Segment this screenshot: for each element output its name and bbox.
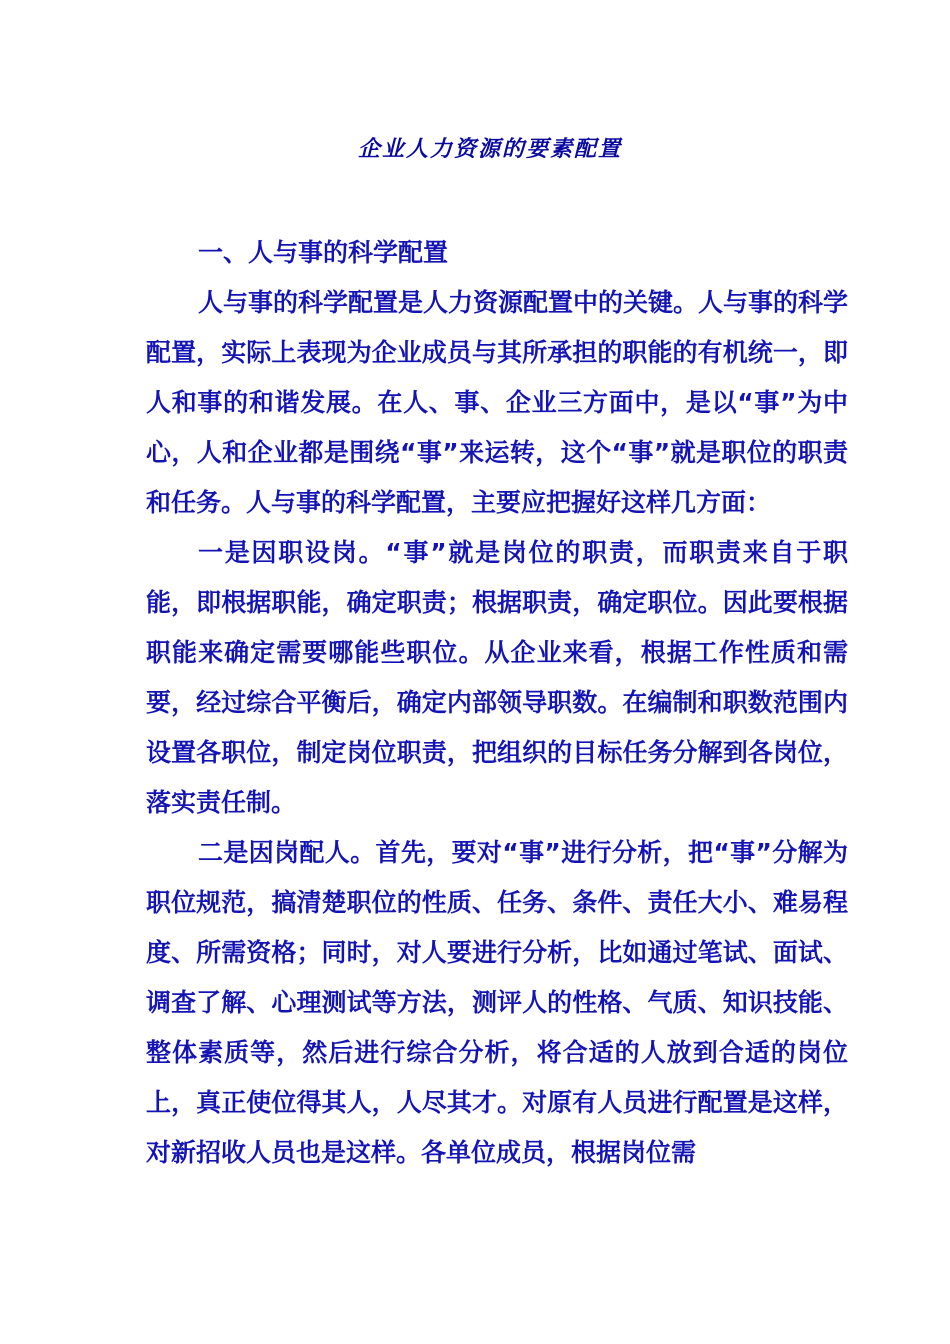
paragraph: 一是因职设岗。“事”就是岗位的职责，而职责来自于职能，即根据职能，确定职责；根据职责，确定职位。因此要根据职能来确定需要哪能些职位。从企业来看，根据工作性质和需要，经过综合平衡后，确定内部领导职数。在编制和职数范围内设置各职位，制定岗位职责，把组织的目标任务分解到各岗位，落实责任制。 bbox=[146, 538, 848, 817]
section-heading: 一、人与事的科学配置 bbox=[198, 238, 449, 267]
paragraph: 二是因岗配人。首先，要对“事”进行分析，把“事”分解为职位规范，搞清楚职位的性质、任务、条件、责任大小、难易程度、所需资格；同时，对人要进行分析，比如通过笔试、面试、调查了解、心理测试等方法，测评人的性格、气质、知识技能、整体素质等，然后进行综合分析，将合适的人放到合适的岗位上，真正使位得其人，人尽其才。对原有人员进行配置是这样，对新招收人员也是这样。各单位成员，根据岗位需 bbox=[146, 838, 848, 1167]
document-body bbox=[146, 228, 848, 1178]
paragraph: 人与事的科学配置是人力资源配置中的关键。人与事的科学配置，实际上表现为企业成员与其所承担的职能的有机统一，即人和事的和谐发展。在人、事、企业三方面中，是以“事”为中心，人和企业都是围绕“事”来运转，这个“事”就是职位的职责和任务。人与事的科学配置，主要应把握好这样几方面： bbox=[146, 288, 849, 517]
document-title: 企业人力资源的要素配置 bbox=[357, 136, 622, 162]
